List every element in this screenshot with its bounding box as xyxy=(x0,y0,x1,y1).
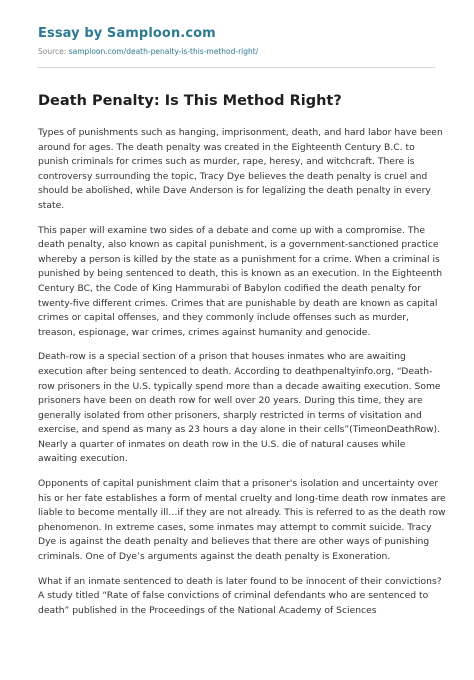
article-title: Death Penalty: Is This Method Right? xyxy=(38,93,342,109)
article-body xyxy=(38,126,446,628)
paragraph: Opponents of capital punishment claim that a prisoner's isolation and uncertainty over his or her fate establishes a form of mental cruelty and long-time death row inmates are liable to become mentally ill…if they are not already. This is referred to as the death row phenomenon. In extreme cases, some inmates may attempt to commit suicide. Tracy Dye is against the death penalty and believes that there are other ways of punishing criminals. One of Dye’s arguments against the death penalty is Exoneration. xyxy=(38,478,446,563)
site-header xyxy=(38,26,436,56)
source-label: Source: xyxy=(38,47,67,56)
source-link[interactable]: samploon.com/death-penalty-is-this-method-right/ xyxy=(68,47,259,56)
paragraph: What if an inmate sentenced to death is later found to be innocent of their convictions? A study titled “Rate of false convictions of criminal defendants who are sentenced to death” published in the Proceedings of the National Academy of Sciences xyxy=(38,575,442,616)
paragraph: This paper will examine two sides of a debate and come up with a compromise. The death penalty, also known as capital punishment, is a government-sanctioned practice whereby a person is killed by the state as a punishment for a crime. When a criminal is punished by being sentenced to death, this is known as an execution. In the Eighteenth Century BC, the Code of King Hammurabi of Babylon codified the death penalty for twenty-five different crimes. Crimes that are punishable by death are known as capital crimes or capital offenses, and they commonly include offenses such as murder, treason, espionage, war crimes, crimes against humanity and genocide. xyxy=(38,224,443,338)
paragraph: Types of punishments such as hanging, imprisonment, death, and hard labor have been around for ages. The death penalty was created in the Eighteenth Century B.C. to punish criminals for crimes such as murder, rape, heresy, and witchcraft. There is controversy surrounding the topic, Tracy Dye believes the death penalty is cruel and should be abolished, while Dave Anderson is for legalizing the death penalty in every state. xyxy=(38,127,443,211)
source-line xyxy=(38,47,436,56)
header-divider xyxy=(38,67,436,68)
paragraph: Death-row is a special section of a prison that houses inmates who are awaiting execution after being sentenced to death. According to deathpenaltyinfo.org, “Death-row prisoners in the U.S. typically spend more than a decade awaiting execution. Some prisoners have been on death row for well over 20 years. During this time, they are generally isolated from other prisoners, sharply restricted in terms of visitation and exercise, and spend as many as 23 hours a day alone in their cells”(TimeonDeathRow). Nearly a quarter of inmates on death row in the U.S. die of natural causes while awaiting execution. xyxy=(38,351,441,465)
brand-title[interactable]: Essay by Samploon.com xyxy=(38,26,216,41)
